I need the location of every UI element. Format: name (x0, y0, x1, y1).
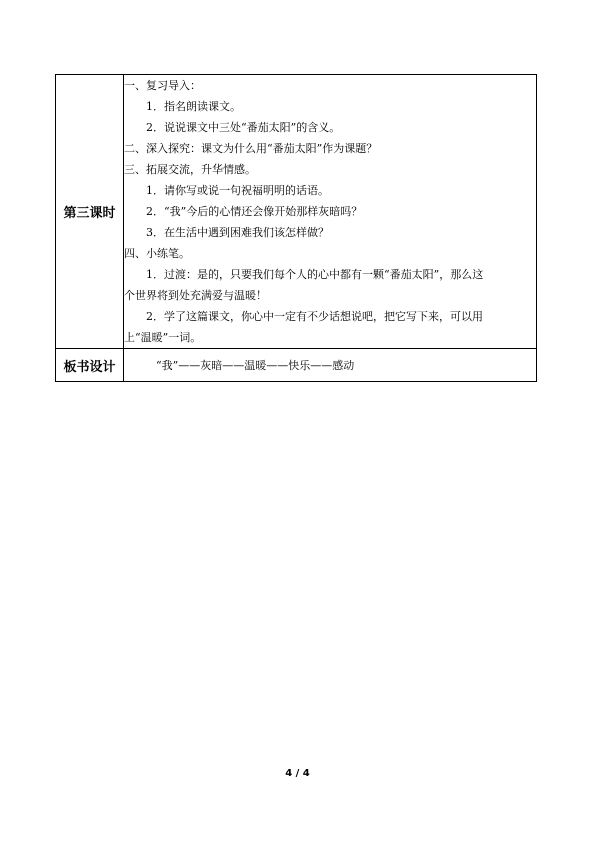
lesson-content (124, 75, 537, 349)
board-content: “我”——灰暗——温暖——快乐——感动 (124, 349, 537, 382)
lesson-line: 四、小练笔。 (124, 247, 190, 260)
lesson-line: 一、复习导入： (124, 79, 201, 92)
lesson-plan-table (55, 74, 537, 382)
lesson-line: 上“温暖”一词。 (124, 331, 202, 344)
lesson-line: 3．在生活中遇到困难我们该怎样做？ (146, 226, 329, 239)
lesson-line: 2．学了这篇课文，你心中一定有不少话想说吧，把它写下来，可以用 (146, 310, 483, 323)
lesson-line: 1．指名朗读课文。 (146, 100, 241, 113)
lesson-line: 1．过渡：是的，只要我们每个人的心中都有一颗“番茄太阳”，那么这 (146, 268, 484, 281)
lesson-line: 二、深入探究：课文为什么用“番茄太阳”作为课题？ (124, 142, 378, 155)
lesson-line: 2．“我”今后的心情还会像开始那样灰暗吗？ (146, 205, 363, 218)
lesson-line: 1．请你写或说一句祝福明明的话语。 (146, 184, 329, 197)
lesson-line: 个世界将到处充满爱与温暖！ (124, 289, 267, 302)
lesson-row (56, 75, 537, 349)
board-row (56, 349, 537, 382)
page-number: 4 / 4 (285, 768, 310, 779)
lesson-label: 第三课时 (56, 75, 124, 349)
lesson-line: 2．说说课文中三处“番茄太阳”的含义。 (146, 121, 341, 134)
lesson-line: 三、拓展交流，升华情感。 (124, 163, 256, 176)
board-label: 板书设计 (56, 349, 124, 382)
